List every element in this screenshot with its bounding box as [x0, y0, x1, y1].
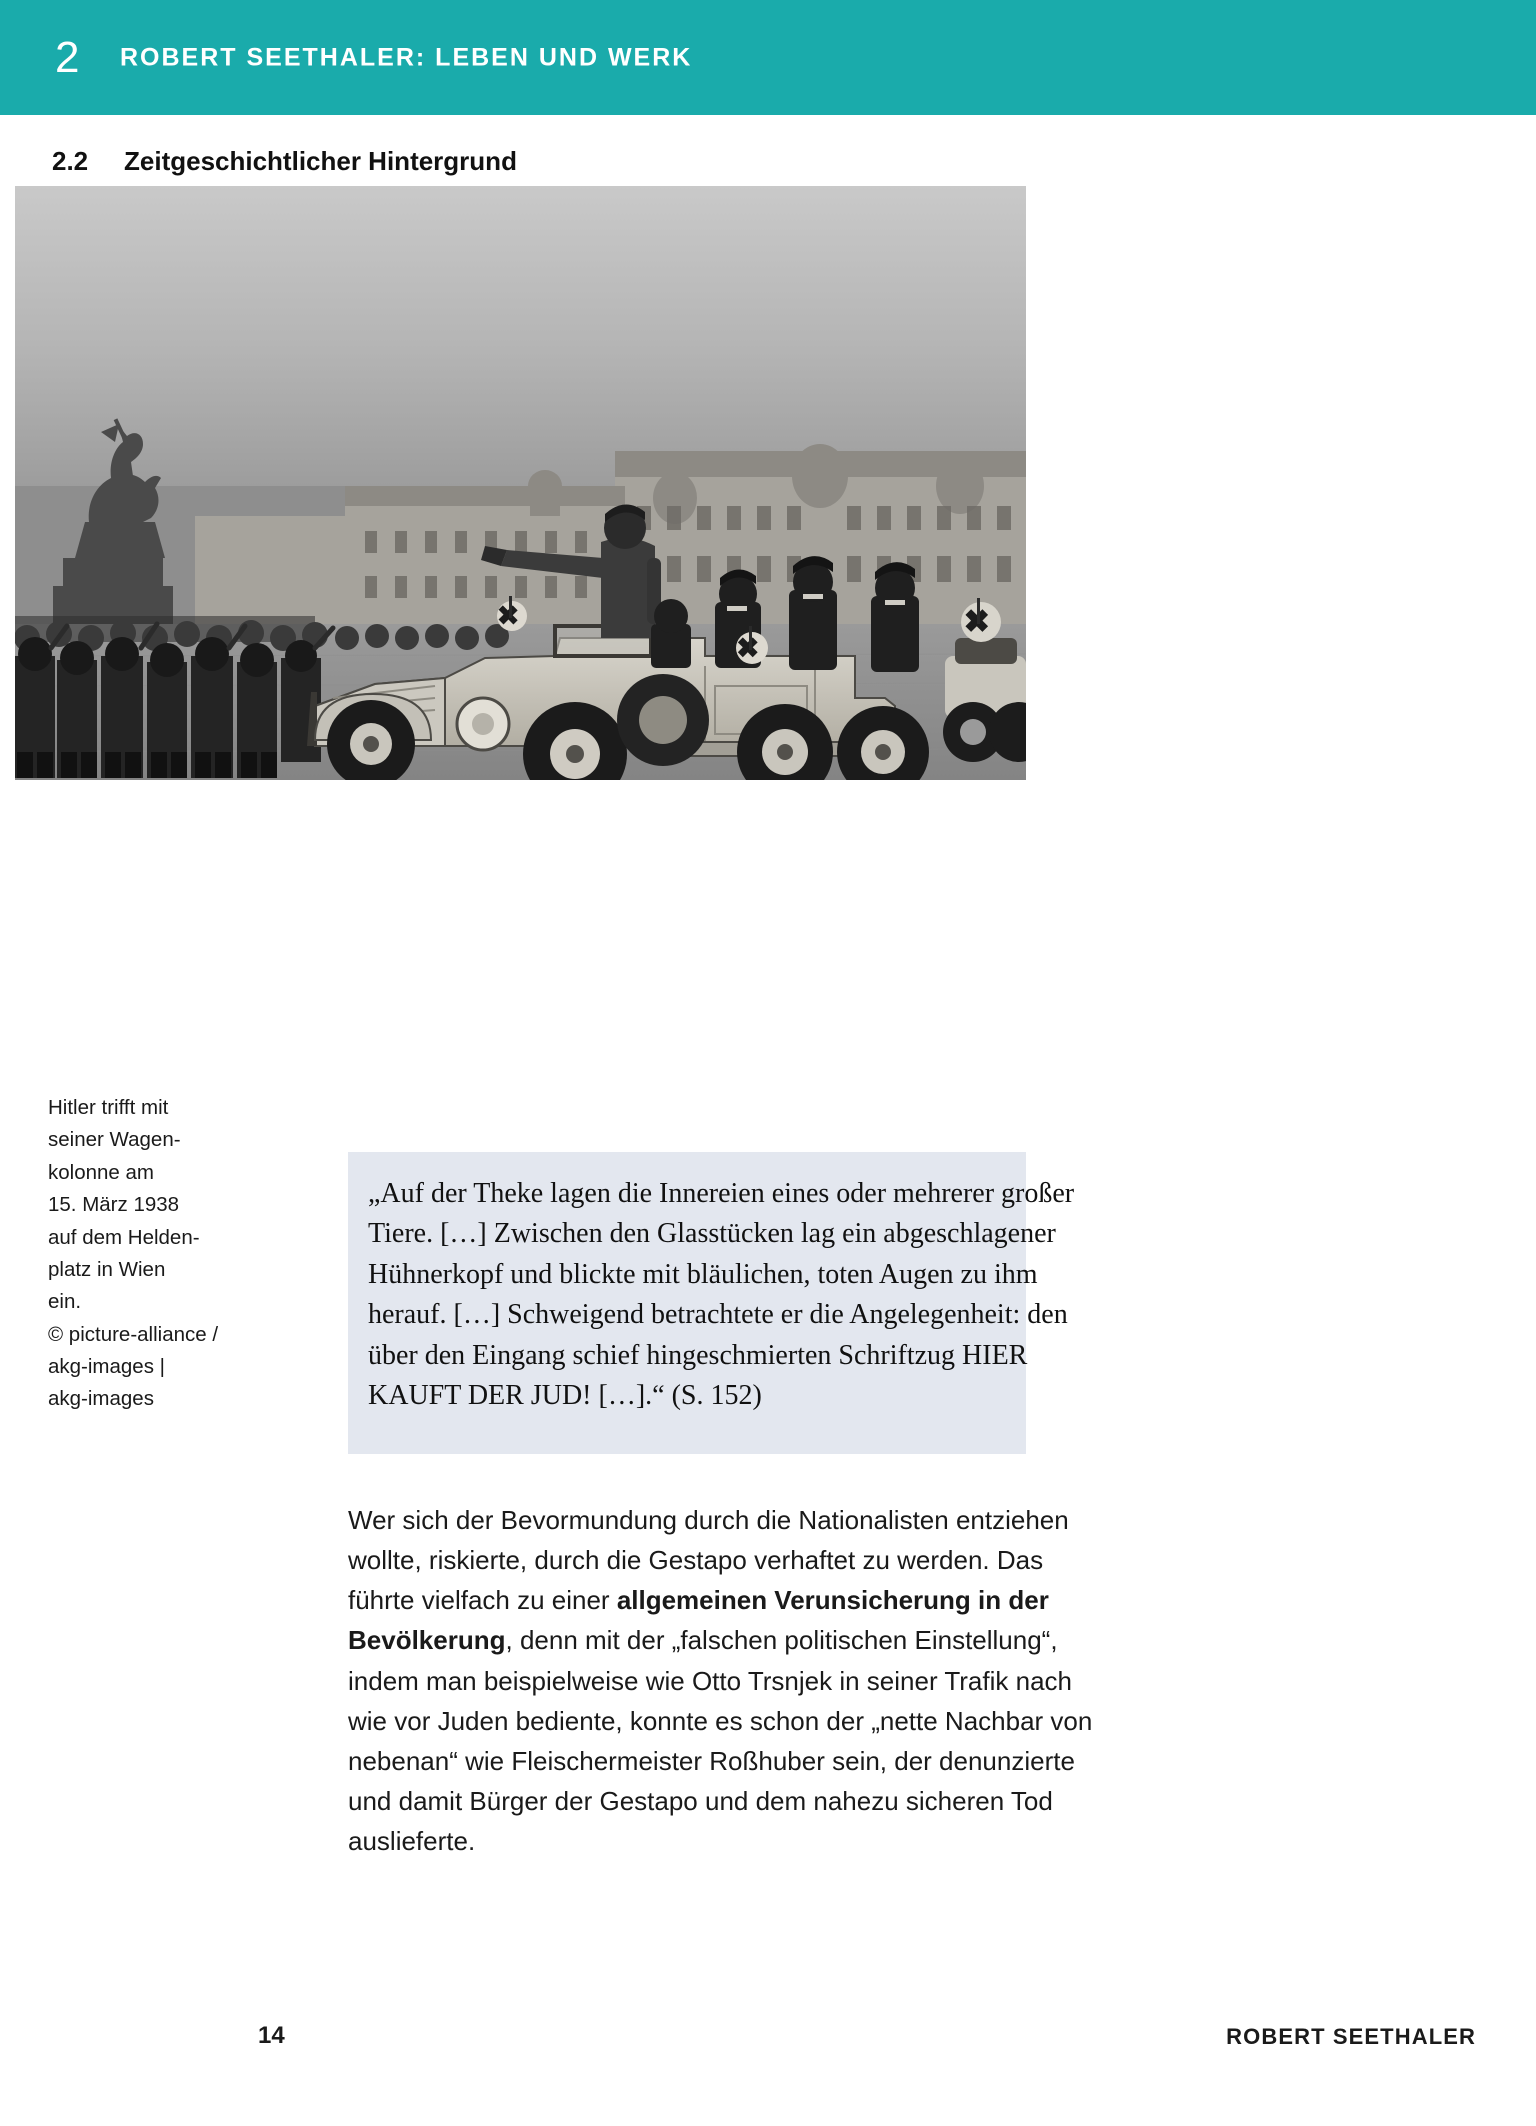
body-run: indem man beispielweise wie Otto Trsnjek in seiner Trafik nach [348, 1665, 1072, 1696]
caption-line: kolonne am [48, 1160, 154, 1184]
body-line [348, 1620, 1058, 1660]
body-paragraph [348, 1500, 1093, 1861]
image-caption [48, 1092, 253, 1416]
body-run: wollte, riskierte, durch die Gestapo verhaftet zu werden. Das [348, 1545, 1044, 1576]
caption-line: ein. [48, 1290, 82, 1314]
body-line [348, 1741, 1075, 1781]
chapter-header-bar [0, 0, 1536, 115]
section-number: 2.2 [52, 146, 89, 176]
body-line [348, 1821, 1038, 1861]
body-run: auslieferte. [348, 1826, 476, 1857]
quote-line: Tiere. […] Zwischen den Glasstücken lag ein abgeschlagener [368, 1218, 1056, 1250]
historical-photograph [15, 186, 1026, 780]
caption-credit-line: akg-images [48, 1387, 154, 1411]
caption-line: 15. März 1938 [48, 1193, 180, 1217]
chapter-title: ROBERT SEETHALER: LEBEN UND WERK [120, 43, 693, 71]
photograph-image [15, 186, 1026, 780]
body-run: Wer sich der Bevormundung durch die Nationalisten entziehen [348, 1505, 1069, 1535]
body-run: führte vielfach zu einer [348, 1585, 617, 1616]
quote-line: KAUFT DER JUD! […].“ (S. 152) [368, 1380, 762, 1412]
novel-quote-box [348, 1152, 1075, 1454]
caption-line: platz in Wien [48, 1257, 166, 1281]
body-line [348, 1540, 1044, 1580]
body-emphasis: Bevölkerung [348, 1625, 506, 1656]
caption-line: seiner Wagen- [48, 1128, 181, 1152]
body-line [348, 1781, 1053, 1821]
section-heading [52, 146, 1052, 177]
footer-book-title: ROBERT SEETHALER [1226, 2024, 1476, 2049]
caption-line: Hitler trifft mit [48, 1096, 169, 1119]
body-run: wie vor Juden bediente, konnte es schon der „nette Nachbar von [348, 1705, 1093, 1736]
quote-line: „Auf der Theke lagen die Innereien eines oder mehrerer großer [368, 1178, 1075, 1209]
page-number: 14 [258, 2022, 285, 2049]
caption-line: auf dem Helden- [48, 1225, 200, 1249]
body-emphasis: allgemeinen Verunsicherung in der [616, 1585, 1049, 1616]
chapter-number: 2 [55, 32, 80, 82]
section-title: Zeitgeschichtlicher Hintergrund [124, 146, 517, 176]
caption-credit-line: akg-images | [48, 1355, 165, 1378]
body-line [348, 1500, 1069, 1540]
quote-line: Hühnerkopf und blickte mit bläulichen, toten Augen zu ihm [368, 1258, 1038, 1290]
body-line [348, 1661, 1072, 1701]
body-line [348, 1701, 1093, 1741]
body-run: nebenan“ wie Fleischermeister Roßhuber sein, der denunzierte [348, 1745, 1075, 1776]
quote-line: über den Eingang schief hingeschmierten Schriftzug HIER [368, 1339, 1028, 1371]
quote-text [368, 1174, 1075, 1417]
quote-line: herauf. […] Schweigend betrachtete er die Angelegenheit: den [368, 1299, 1068, 1331]
body-run: , denn mit der „falschen politischen Einstellung“, [505, 1625, 1058, 1656]
body-run: und damit Bürger der Gestapo und dem nahezu sicheren Tod [348, 1786, 1053, 1817]
body-line [348, 1580, 1049, 1620]
caption-credit-line: © picture-alliance / [48, 1322, 219, 1346]
